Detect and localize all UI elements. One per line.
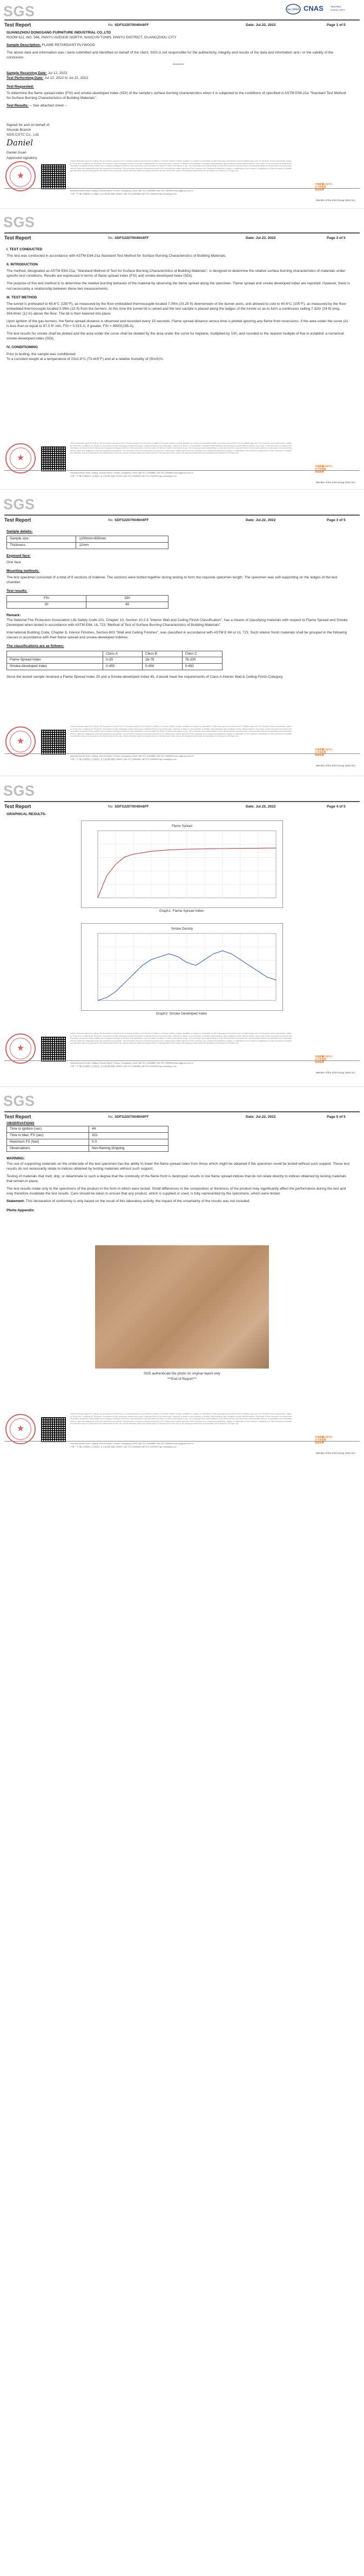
qr-code-icon: [41, 1037, 66, 1062]
section-test-conducted: I. TEST CONDUCTED: [6, 248, 43, 251]
cert-badge-line-1: 中国质量认证中心: [315, 748, 333, 751]
client-address: ROOM 611, NO. 346, PANYU AVENUE NORTH, NANCUN TOWN, PANYU DISTRICT, GUANGZHOU CITY: [6, 36, 177, 40]
warning-label: WARNING:: [6, 1157, 25, 1161]
page-number: Page 5 of 5: [327, 1115, 346, 1119]
sdi-value: 45: [86, 602, 168, 609]
report-title: Test Report: [4, 1114, 31, 1119]
table-cell: Time to Max. FS (sec): [7, 1132, 89, 1139]
cert-badge: [315, 1055, 358, 1063]
classifications-label: The classifications are as follows:: [6, 644, 64, 649]
legal-notice: Unless otherwise agreed in writing, this document is issued by the Company subject to its General Conditions of Service printed overleaf, available on request or accessible at http://www.sgs.com/en/Terms-and-Conditions.aspx and, for electronic format documents, subject to Terms and Conditions for Electronic Documents at http://www.sgs.com/en/Terms-and-Conditions/Terms-e-Document.aspx. Attention is drawn to the limitation of liability, indemnification and jurisdiction issues defined therein. Any holder of this document is advised that information contained hereon reflects the Company's findings at the time of its intervention only and within the limits of Client's instructions, if any. The Company's sole responsibility is to its Client and this document does not exonerate parties to a transaction from exercising all their rights and obligations under the transaction documents. This document cannot be reproduced except in full, without prior written approval of the Company. Any unauthorized alteration, forgery or falsification of the content or appearance of this document is unlawful and offenders may be prosecuted to the fullest extent of the law. Unless otherwise stated the results shown in this test report refer only to the sample(s) tested and such sample(s) are retained for 30 days only.: [70, 1413, 292, 1425]
cert-badge-line-3: 检验检测: [315, 188, 324, 191]
signed-line-3: SGS-CSTC Co., Ltd.: [6, 133, 39, 137]
testing-date-value: Jul 12, 2022 to Jul 22, 2022: [44, 76, 89, 80]
statement-label: Statement:: [6, 1199, 25, 1204]
table-cell: Time to ignition (sec): [7, 1126, 89, 1133]
report-date: [246, 1115, 275, 1119]
report-date-value: Jul.22, 2022: [255, 1115, 276, 1119]
member-text: Member of the SGS Group (SGS SA): [316, 481, 355, 484]
table-row: [7, 657, 223, 664]
legal-notice: Unless otherwise agreed in writing, this document is issued by the Company subject to its General Conditions of Service printed overleaf, available on request or accessible at http://www.sgs.com/en/Terms-and-Conditions.aspx and, for electronic format documents, subject to Terms and Conditions for Electronic Documents at http://www.sgs.com/en/Terms-and-Conditions/Terms-e-Document.aspx. Attention is drawn to the limitation of liability, indemnification and jurisdiction issues defined therein. Any holder of this document is advised that information contained hereon reflects the Company's findings at the time of its intervention only and within the limits of Client's instructions, if any. The Company's sole responsibility is to its Client and this document does not exonerate parties to a transaction from exercising all their rights and obligations under the transaction documents. This document cannot be reproduced except in full, without prior written approval of the Company. Any unauthorized alteration, forgery or falsification of the content or appearance of this document is unlawful and offenders may be prosecuted to the fullest extent of the law. Unless otherwise stated the results shown in this test report refer only to the sample(s) tested and such sample(s) are retained for 30 days only.: [70, 1032, 292, 1045]
page-separator: [0, 489, 364, 490]
report-number-label: No.: [108, 236, 114, 240]
sgs-logo: SGS: [3, 214, 35, 230]
report-body-2: [6, 243, 350, 364]
table-cell: 321: [89, 1132, 168, 1139]
seal-star-icon: ★: [10, 1418, 31, 1440]
test-method-text-2: Upon ignition of the gas burners, the flame spread distance is observed and recorded every 15 seconds. Flame spread distance versus time is plotted ignoring any flame front recessions. If the area under the curve (A) is less than or equal to 97.5 ft²·min, FSI = 0.515·A; if greater, FSI = 4900/(195-A).: [6, 319, 348, 329]
report-date-value: Jul.22, 2022: [255, 23, 276, 27]
warning-text-2: Testing of materials that melt, drip, or delaminate to such a degree that the continuity of the flame front is destroyed, results in low flame spread indices that do not relate directly to indices obtained by testing materials that remain in place.: [6, 1174, 346, 1183]
test-requested-text: To determine the flame spread index (FSI) and smoke-developed index (SDI) of the sample's surface burning characteristics when it is subjected to the conditions of specified in ASTM E84-21a "Standard Test Method for Surface Burning Characteristics of Building Materials".: [6, 91, 346, 100]
table-cell: Thickness: [7, 542, 76, 549]
flame-spread-chart: [81, 820, 283, 908]
table-cell: 0-25: [103, 657, 143, 664]
cert-badge: [315, 465, 358, 473]
report-number-value: SDFS22070049A6FF: [114, 1115, 149, 1119]
report-date-value: Jul.22, 2022: [255, 518, 276, 522]
photo-caption: SGS authenticate the photo on original report only: [144, 1372, 220, 1376]
table-row: [7, 1139, 168, 1145]
table-cell: Observations: [7, 1145, 89, 1152]
table-row: [7, 1145, 168, 1152]
page-separator: [0, 208, 364, 209]
table-cell: Smoke-developed Index: [7, 664, 103, 670]
header-rule: [4, 19, 360, 21]
report-title: Test Report: [4, 22, 31, 28]
seal-star-icon: ★: [10, 165, 31, 187]
sample-description-value: FLAME RETARDANT PLYWOOD: [42, 43, 96, 48]
footer-address-en: Industrial Avenue North, Daliang, Shunde District, Foshan, Guangdong, China t (86-757) 22808888 f (86-757) 22808999 www.sgsgroup.com.cn: [70, 190, 194, 192]
footer-address-en: Industrial Avenue North, Daliang, Shunde District, Foshan, Guangdong, China t (86-757) 22808888 f (86-757) 22808999 www.sgsgroup.com.cn: [70, 1062, 194, 1064]
seal-star-icon: ★: [10, 448, 31, 469]
cert-badge-line-1: 中国质量认证中心: [315, 465, 333, 468]
table-cell: 5.0: [89, 1139, 168, 1145]
client-company: GUANGZHOU DONGSANG FURNITURE INDUSTRIAL CO.,LTD: [6, 31, 111, 35]
section-introduction: II. INTRODUCTION: [6, 263, 38, 267]
sample-description: [6, 43, 350, 48]
table-header: FSI: [7, 596, 86, 602]
report-number-value: SDFS22070049A6FF: [114, 518, 149, 522]
divider-stars: ********: [172, 63, 184, 68]
report-body-1: [6, 30, 350, 161]
cert-badge-line-2: 认可实验室: [315, 185, 326, 189]
legal-notice: Unless otherwise agreed in writing, this document is issued by the Company subject to its General Conditions of Service printed overleaf, available on request or accessible at http://www.sgs.com/en/Terms-and-Conditions.aspx and, for electronic format documents, subject to Terms and Conditions for Electronic Documents at http://www.sgs.com/en/Terms-and-Conditions/Terms-e-Document.aspx. Attention is drawn to the limitation of liability, indemnification and jurisdiction issues defined therein. Any holder of this document is advised that information contained hereon reflects the Company's findings at the time of its intervention only and within the limits of Client's instructions, if any. The Company's sole responsibility is to its Client and this document does not exonerate parties to a transaction from exercising all their rights and obligations under the transaction documents. This document cannot be reproduced except in full, without prior written approval of the Company. Any unauthorized alteration, forgery or falsification of the content or appearance of this document is unlawful and offenders may be prosecuted to the fullest extent of the law. Unless otherwise stated the results shown in this test report refer only to the sample(s) tested and such sample(s) are retained for 30 days only.: [70, 442, 292, 455]
observations-label: OBSERVATIONS: [6, 1122, 35, 1125]
ilac-mra-text: ilac-MRA: [287, 8, 300, 11]
observations-table: [6, 1126, 168, 1152]
cert-badge-line-1: 中国质量认证中心: [315, 1436, 333, 1438]
legal-notice: Unless otherwise agreed in writing, this document is issued by the Company subject to its General Conditions of Service printed overleaf, available on request or accessible at http://www.sgs.com/en/Terms-and-Conditions.aspx and, for electronic format documents, subject to Terms and Conditions for Electronic Documents at http://www.sgs.com/en/Terms-and-Conditions/Terms-e-Document.aspx. Attention is drawn to the limitation of liability, indemnification and jurisdiction issues defined therein. Any holder of this document is advised that information contained hereon reflects the Company's findings at the time of its intervention only and within the limits of Client's instructions, if any. The Company's sole responsibility is to its Client and this document does not exonerate parties to a transaction from exercising all their rights and obligations under the transaction documents. This document cannot be reproduced except in full, without prior written approval of the Company. Any unauthorized alteration, forgery or falsification of the content or appearance of this document is unlawful and offenders may be prosecuted to the fullest extent of the law. Unless otherwise stated the results shown in this test report refer only to the sample(s) tested and such sample(s) are retained for 30 days only.: [70, 725, 292, 738]
receiving-date-label: Sample Receiving Date:: [6, 71, 47, 75]
report-title: Test Report: [4, 517, 31, 523]
classification-table: [6, 651, 223, 670]
sgs-seal: [5, 1414, 36, 1444]
table-cell: 0-450: [142, 664, 182, 670]
qr-code-icon: [41, 164, 66, 189]
report-page-5: [0, 1090, 364, 2576]
sgs-logo: SGS: [3, 3, 35, 19]
cert-badge-line-3: 检验检测: [315, 470, 324, 473]
cnas-testing-label: [331, 5, 345, 11]
footer-address-cn: 中国·广东·佛山市顺德区大良街道工业大道北路 邮编: 528300 t (86-757) 22808888 f (86-757) 22808999 sgs.china@sgs.com: [70, 475, 177, 477]
signer-name: Daniel Guan: [6, 151, 26, 155]
table-row: [7, 1126, 168, 1133]
cnas-testing-line: TESTING: [331, 5, 341, 8]
footer-rule: [4, 470, 360, 471]
flame-spread-svg: [82, 821, 282, 907]
page-number: Page 2 of 5: [327, 236, 346, 240]
sample-photo: [95, 1245, 269, 1369]
cert-badge: [315, 183, 358, 191]
sgs-logo: SGS: [3, 783, 35, 799]
introduction-text-1: The method, designated as ASTM E84-21a, "Standard Method of Test for Surface Burning Characteristics of Building Materials", is designed to determine the relative surface burning characteristics of materials under specific test conditions. Results are expressed in terms of flame spread index (FSI) and smoke developed index (SDI).: [6, 269, 346, 278]
sgs-seal: [5, 443, 36, 473]
smoke-density-chart: [81, 923, 283, 1011]
page-number: Page 3 of 5: [327, 518, 346, 522]
test-method-text-3: The test results for smoke shall be plotted and the area under the curve shall be divided by the area under the curve for heptane, multiplied by 100, and rounded to the nearest multiple of five to establish a numerical smoke-developed index (SDI).: [6, 332, 344, 341]
sgs-logo: SGS: [3, 1093, 35, 1109]
cnas-mark-text: CNAS: [304, 4, 323, 12]
report-title: Test Report: [4, 804, 31, 809]
cnas-number: CNAS L7977: [331, 8, 345, 11]
report-number: [108, 1115, 149, 1119]
table-row: [7, 596, 168, 602]
report-number-value: SDFS22070049A6FF: [114, 805, 149, 809]
sgs-seal: [5, 161, 36, 191]
member-text: Member of the SGS Group (SGS SA): [316, 199, 355, 202]
mounting-label: Mounting methods:: [6, 569, 40, 573]
test-conducted-text: This test was conducted in accordance with ASTM E84-21a Standard Test Method for Surface Burning Characteristics of Building Materials.: [6, 254, 227, 258]
table-cell: 76-200: [182, 657, 222, 664]
report-date-label: Date:: [246, 23, 255, 27]
seal-star-icon: ★: [10, 1038, 31, 1059]
report-date-label: Date:: [246, 1115, 255, 1119]
qr-code-icon: [41, 730, 66, 755]
ilac-mra-mark: [285, 3, 301, 17]
flame-spread-caption: Graph1: Flame Spread Index: [159, 909, 204, 913]
remark-label: Remark:: [6, 613, 21, 617]
qr-code-icon: [41, 1417, 66, 1442]
testing-date-label: Test Performing Date:: [6, 76, 44, 80]
remark-text-1: The National Fire Protection Association Life Safety Code 101, Chapter 10, Section 10.2.3 "Interior Wall and Ceiling Finish Classification", has a means of classifying materials with respect to Flame Spread and Smoke Developed when tested in accordance with ASTM E84, UL 723 "Method of Test of Surface Burning Characteristics of Building Materials".: [6, 618, 348, 628]
test-results: [6, 103, 350, 108]
report-date-label: Date:: [246, 805, 255, 809]
chart-title: Smoke Density: [171, 927, 193, 931]
table-row: [7, 651, 223, 657]
sample-description-label: Sample Description:: [6, 43, 41, 48]
report-number: [108, 518, 149, 523]
signature: Daniel: [6, 138, 33, 148]
report-date: [246, 236, 275, 241]
cert-badge: [315, 1436, 358, 1444]
photo-appendix-label: Photo Appendix:: [6, 1209, 35, 1213]
sgs-logo: SGS: [3, 496, 35, 512]
report-body-5: [6, 1121, 350, 1213]
warning-text-3: The test results relate only to the specimens of the product in the form in which were tested. Small differences in the composition or thickness of the product may significantly affect the performance during the test and may therefore invalidate the test results. Care should be taken to ensure that any product, which is supplied or used, is fully represented by the specimens, which were tested.: [6, 1186, 346, 1196]
cert-badge-line-1: 中国质量认证中心: [315, 183, 333, 185]
cert-badge-line-2: 认可实验室: [315, 751, 326, 754]
footer-address-en: Industrial Avenue North, Daliang, Shunde District, Foshan, Guangdong, China t (86-757) 22808888 f (86-757) 22808999 www.sgsgroup.com.cn: [70, 1443, 194, 1445]
sgs-seal: [5, 726, 36, 757]
report-date: [246, 518, 275, 523]
table-row: [7, 1132, 168, 1139]
exposed-face-value: One face: [6, 560, 21, 564]
test-results-value: -- See attached sheet --: [29, 104, 68, 108]
mounting-text: The test specimen consisted of a total of 8 sections of material. The sections were butted together during testing to form the requisite specimen length. The specimen was self-supporting on the ledges of the test chamber.: [6, 576, 338, 585]
header-rule: [4, 1111, 360, 1112]
test-requested-label: Test Requested:: [6, 84, 34, 89]
receiving-date: [6, 71, 350, 76]
intro-text: The above data and information was / were submitted and identified on behalf of the client. SGS is not responsible for the authenticity, integrity and results of the data and information and / or the validity of the conclusion.: [6, 51, 334, 60]
report-date: [246, 804, 275, 809]
footer-rule: [4, 188, 360, 189]
table-header: Class A: [103, 651, 143, 657]
test-results-label: Test Results:: [6, 104, 29, 108]
footer-rule: [4, 1441, 360, 1442]
table-row: [7, 602, 168, 609]
cert-badge-line-3: 检验检测: [315, 1441, 324, 1444]
table-header: Class C: [182, 651, 222, 657]
report-date-label: Date:: [246, 236, 255, 240]
conclusion-text: Since the tested sample received a Flame Spread Index 20 and a Smoke-developed Index 45, it would meet the requirements of Class A Interior Wall & Ceiling Finish Category.: [6, 675, 284, 679]
cert-badge-line-3: 检验检测: [315, 753, 324, 757]
footer-address-en: Industrial Avenue North, Daliang, Shunde District, Foshan, Guangdong, China t (86-757) 22808888 f (86-757) 22808999 www.sgsgroup.com.cn: [70, 472, 194, 474]
fsi-value: 20: [7, 602, 86, 609]
qr-code-icon: [41, 446, 66, 471]
report-number-value: SDFS22070049A6FF: [114, 236, 149, 240]
table-row: [7, 542, 168, 549]
conditioning-text-1: Prior to testing, the sample was conditioned.: [6, 352, 77, 356]
member-text: Member of the SGS Group (SGS SA): [316, 1452, 355, 1454]
cnas-mark: [304, 3, 332, 18]
test-method-text-1: The tunnel is preheated to 65.6°C (150°F), as measured by the floor-embedded thermocouple located 7.09m (23.25 ft) downstream of the burner ports, and allowed to cool to 40.6°C (105°F), as measured by the floor-embedded thermocouple located 3.99m (13 ft) from the burners. At this time the tunnel lid is raised and the test sample is placed along the ledges of the tunnel so as to form a continuous ceiling 7.32m (24 ft) long, 304.8mm (12 in) above the floor. The lid is then lowered into place.: [6, 302, 347, 316]
report-date-label: Date:: [246, 518, 255, 522]
chart-title: Flame Spread: [172, 825, 192, 828]
table-header: Class B: [142, 651, 182, 657]
footer-address-en: Industrial Avenue North, Daliang, Shunde District, Foshan, Guangdong, China t (86-757) 22808888 f (86-757) 22808999 www.sgsgroup.com.cn: [70, 755, 194, 757]
report-number-label: No.: [108, 518, 114, 522]
cert-badge-line-2: 认可实验室: [315, 468, 326, 471]
report-date: [246, 23, 275, 28]
page-number: Page 4 of 5: [327, 805, 346, 809]
test-results-table: [6, 595, 168, 609]
table-cell: 0-450: [182, 664, 222, 670]
end-of-report: ***End of Report***: [167, 1377, 197, 1381]
signer-title: Approved signatory: [6, 156, 37, 160]
table-cell: 44: [89, 1126, 168, 1133]
section-conditioning: IV. CONDITIONING: [6, 345, 38, 350]
cert-badge-line-1: 中国质量认证中心: [315, 1055, 333, 1058]
sgs-seal: [5, 1033, 36, 1064]
table-header: SDI: [86, 596, 168, 602]
seal-star-icon: ★: [10, 731, 31, 752]
section-test-method: III. TEST METHOD: [6, 295, 37, 299]
statement-text: This declaration of conformity is only based on the result of this laboratory activity, the impact of the uncertainty of the results was not included.: [25, 1199, 251, 1204]
header-rule: [4, 801, 360, 802]
table-cell: Sample size: [7, 536, 76, 543]
legal-notice: Unless otherwise agreed in writing, this document is issued by the Company subject to its General Conditions of Service printed overleaf, available on request or accessible at http://www.sgs.com/en/Terms-and-Conditions.aspx and, for electronic format documents, subject to Terms and Conditions for Electronic Documents at http://www.sgs.com/en/Terms-and-Conditions/Terms-e-Document.aspx. Attention is drawn to the limitation of liability, indemnification and jurisdiction issues defined therein. Any holder of this document is advised that information contained hereon reflects the Company's findings at the time of its intervention only and within the limits of Client's instructions, if any. The Company's sole responsibility is to its Client and this document does not exonerate parties to a transaction from exercising all their rights and obligations under the transaction documents. This document cannot be reproduced except in full, without prior written approval of the Company. Any unauthorized alteration, forgery or falsification of the content or appearance of this document is unlawful and offenders may be prosecuted to the fullest extent of the law. Unless otherwise stated the results shown in this test report refer only to the sample(s) tested and such sample(s) are retained for 30 days only.: [70, 160, 292, 172]
table-cell: Maximum FS (feet): [7, 1139, 89, 1145]
report-number: [108, 23, 149, 28]
cert-badge-line-2: 认可实验室: [315, 1058, 326, 1061]
introduction-text-2: The purpose of this test method is to determine the relative burning behavior of the material by observing the flame spread along the specimen. Flame spread and smoke developed index are reported. However, there is not necessarily a relationship between these two measurements.: [6, 282, 350, 291]
table-cell: Flame Spread Index: [7, 657, 103, 664]
footer-address-cn: 中国·广东·佛山市顺德区大良街道工业大道北路 邮编: 528300 t (86-757) 22808888 f (86-757) 22808999 sgs.china@sgs.com: [70, 1446, 177, 1448]
exposed-face-label: Exposed face:: [6, 553, 31, 558]
signed-line-2: Shunde Branch: [6, 128, 31, 132]
report-date-value: Jul.22, 2022: [255, 805, 276, 809]
table-header: [7, 651, 103, 657]
statement: [6, 1199, 350, 1204]
report-date-value: Jul.22, 2022: [255, 236, 276, 240]
signed-line-1: Signed for and on behalf of: [6, 123, 50, 128]
test-results-label: Test results:: [6, 589, 28, 593]
report-number: [108, 236, 149, 241]
report-title: Test Report: [4, 235, 31, 241]
table-cell: 1200mm×600mm: [76, 536, 168, 543]
page-number: Page 1 of 5: [327, 23, 346, 27]
footer-address-cn: 中国·广东·佛山市顺德区大良街道工业大道北路 邮编: 528300 t (86-757) 22808888 f (86-757) 22808999 sgs.china@sgs.com: [70, 193, 177, 195]
report-number-label: No.: [108, 23, 114, 27]
table-cell: 12mm: [76, 542, 168, 549]
table-cell: 0-450: [103, 664, 143, 670]
sample-details-label: Sample details:: [6, 530, 33, 533]
cert-badge: [315, 748, 358, 756]
member-text: Member of the SGS Group (SGS SA): [316, 1071, 355, 1074]
table-cell: 26-75: [142, 657, 182, 664]
report-body-3: [6, 525, 350, 682]
footer-address-cn: 中国·广东·佛山市顺德区大良街道工业大道北路 邮编: 528300 t (86-757) 22808888 f (86-757) 22808999 sgs.china@sgs.com: [70, 1065, 177, 1067]
cert-badge-line-3: 检验检测: [315, 1060, 324, 1064]
warning-text-1: The use of supporting materials on the underside of the test specimen has the ability to lower the flame spread index from those which might be obtained if the specimen could be tested without such support. These test results do not necessarily relate to indices obtained by testing materials without such support.: [6, 1162, 350, 1171]
header-rule: [4, 232, 360, 233]
report-number-label: No.: [108, 1115, 114, 1119]
table-cell: Non-flaming Dripping: [89, 1145, 168, 1152]
smoke-density-caption: Graph2: Smoke Developed Index: [156, 1012, 207, 1016]
remark-text-2: International Building Code, Chapter 8, Interior Finishes, Section 803 "Wall and Ceiling Finishes", was classified in accordance with ASTM E 84 or UL 723. Such interior finish materials shall be grouped in the following classes in accordance with their flame spread and smoke-developed indexes.: [6, 631, 347, 640]
table-row: [7, 664, 223, 670]
report-number: [108, 804, 149, 809]
footer-address-cn: 中国·广东·佛山市顺德区大良街道工业大道北路 邮编: 528300 t (86-757) 22808888 f (86-757) 22808999 sgs.china@sgs.com: [70, 758, 177, 760]
graphical-results-label: GRAPHICAL RESULTS:: [6, 812, 46, 816]
smoke-density-svg: [82, 924, 282, 1010]
member-text: Member of the SGS Group (SGS SA): [316, 764, 355, 767]
header-rule: [4, 515, 360, 516]
report-number-label: No.: [108, 805, 114, 809]
page-separator: [0, 1086, 364, 1087]
report-number-value: SDFS22070049A6FF: [114, 23, 149, 27]
cert-badge-line-2: 认可实验室: [315, 1438, 326, 1442]
receiving-date-value: Jul 12, 2022: [48, 71, 68, 75]
sample-details-table: [6, 536, 168, 549]
conditioning-text-2: To a constant weight at a temperature of 23±2.8°C (73.4±5°F) and at a relative humidity of (50±5)%.: [6, 357, 164, 361]
table-row: [7, 536, 168, 543]
testing-date: [6, 76, 350, 81]
